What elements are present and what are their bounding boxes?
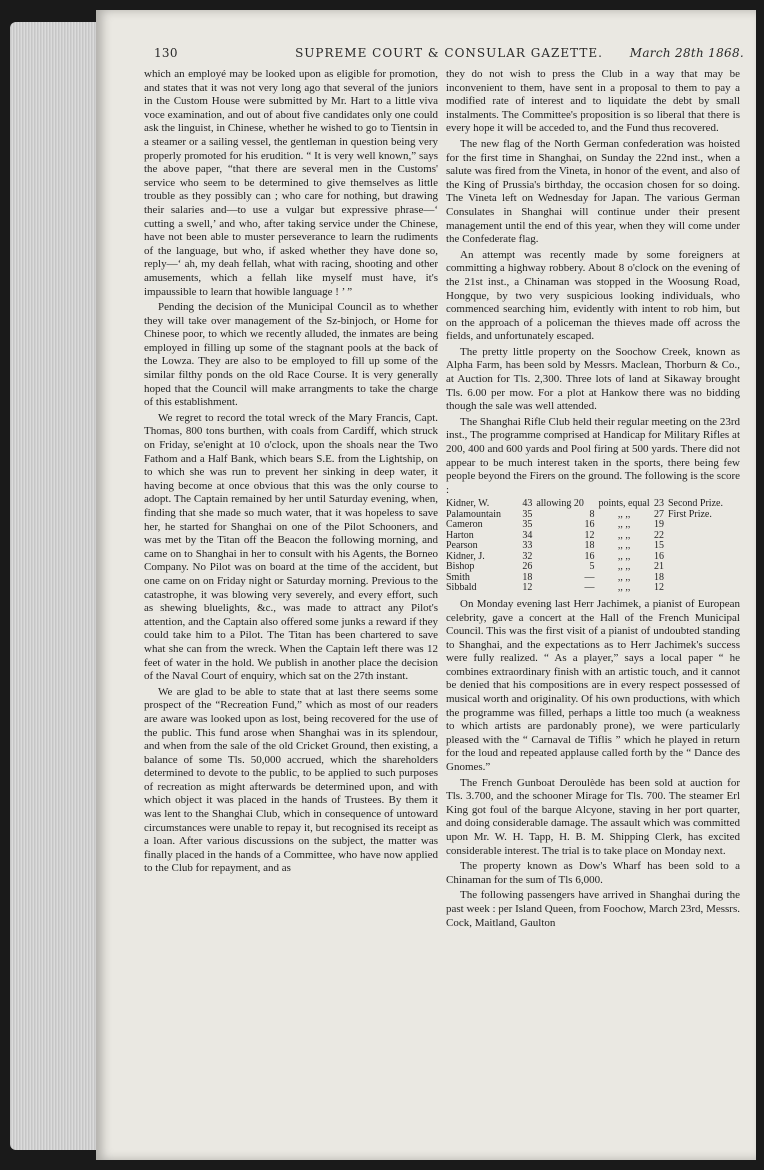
allowance: — — [584, 571, 595, 583]
total-score: 12 — [653, 582, 664, 594]
paragraph: The Shanghai Rifle Club held their regular meeting on the 23rd inst., The programme comprised at Handicap for Military Rifles at 200, 400 and 600 yards and Pool firing at 500 yards. There did not appear to be much interest taken in the sports, there being few people beyond the Firers on the ground. The following is the score : — [446, 415, 740, 496]
competitor-name: Harton — [446, 529, 474, 541]
total-score: 21 — [653, 561, 664, 573]
raw-score: 34 — [522, 529, 533, 541]
allowance: 12 — [584, 529, 595, 541]
paragraph: We are glad to be able to state that at last there seems some prospect of the “Recreation Fund,” which as most of our readers are aware was looked upon as lost, being recovered for the use of the public. This fund arose when Shanghai was in its splendour, and when from the sale of the old Cricket Ground, then existing, a balance of some Tls. 50,000 accrued, which the shareholders determined to devote to the public, to be applied to such purposes of recreation as might afterwards be determined upon, and with which object it was placed in the hands of Trustees. By them it was lent to the Shanghai Club, which in consequence of untoward circumstances were unable to repay it, but recognised its receipt as a loan. After various discussions on the subject, the matter was finally placed in the hands of a Committee, who have now applied to the Club for repayment, and as — [144, 685, 438, 875]
gazette-page — [96, 10, 756, 1160]
points-equal: ,, ,, — [617, 540, 631, 552]
paragraph: The property known as Dow's Wharf has been sold to a Chinaman for the sum of Tls 6,000. — [446, 860, 740, 886]
total-score: 27 — [653, 508, 664, 520]
book-page-edges — [10, 22, 98, 1150]
paragraph: The pretty little property on the Soochow Creek, known as Alpha Farm, has been sold by Messrs. Maclean, Thorburn & Co., at Auction for Tls. 2,300. Three lots of land at Sikaway brought Tls. 6.00 per mow. For a plot at Hankow there was no bidding though the sale was well attended. — [446, 345, 740, 413]
points-equal: ,, ,, — [617, 582, 631, 594]
right-column — [446, 68, 740, 1128]
total-score: 22 — [653, 529, 664, 541]
page-number: 130 — [154, 46, 178, 60]
publication-title: SUPREME COURT & CONSULAR GAZETTE. — [295, 46, 603, 60]
issue-date: March 28th 1868. — [629, 46, 744, 60]
prize — [668, 573, 740, 584]
competitor-name: Sibbald — [446, 582, 477, 594]
total-score: 19 — [653, 519, 664, 531]
prize — [668, 520, 740, 531]
competitor-name: Smith — [446, 571, 470, 583]
rifle-score-table — [446, 499, 740, 594]
competitor-name: Palamountain — [446, 508, 501, 520]
paragraph: We regret to record the total wreck of the Mary Francis, Capt. Thomas, 800 tons burthen, with coals from Cardiff, which struck on Friday, se'enight at 10 o'clock, upon the shoals near the Two Fathom and a Half Bank, which bears S.E. from the Lightship, on to which she was run to prevent her sinking in deep water, it having become at once obvious that this was the only course to adopt. The Captain remained by her until Saturday evening, when, finding that she made so much water, that it was hopeless to save her, he started for Shanghai on one of the Pilot Schooners, and was met by the Titan off the Beacon the following morning, and came on to Shanghai in her to consult with his Agents, the Borneo Company. No Pilot was on board at the time of the accident, but one came on on Friday night or Saturday morning. Previous to the catastrophe, it was blowing very severely, and every effort, such as shewing bluelights, &c., was made to attract any Pilot's attention, and the Captain also offered some junks a reward if they could take him to a Pilot. The Titan has been chartered to save what she can from the wreck. When the Captain left there was 12 feet of water in the hold. We publish in another place the decision of the Naval Court of enquiry, which sat on the 27th instant. — [144, 411, 438, 683]
prize — [668, 583, 740, 594]
paragraph: Pending the decision of the Municipal Council as to whether they will take over management of the Sz-binjoch, or Home for Chinese poor, to which we recently alluded, the inmates are being employed in filling up some of the stagnant pools at the back of the Lowza. They are also to be employed to fill up some of the similar filthy ponds on the old Race Course. It is very generally hoped that the Council will make arrangments to take the charge of this establishment. — [144, 301, 438, 409]
allowance: 16 — [584, 550, 595, 562]
allowance: allowing 20 — [536, 498, 584, 510]
paragraph: On Monday evening last Herr Jachimek, a pianist of European celebrity, gave a concert at the Hall of the French Municipal Council. This was the first visit of a pianist of undoubted standing to Shanghai, and the expectations as to Herr Jachimek's success were fully realized. “ As a player,” says a local paper “ he combines extraordinary finish with an artistic touch, and it cannot be denied that his compositions are in every respect possessed of musical worth and originality. Of his own productions, with which the programme was filled, perhaps a little too much (a weakness to which artists are pardonably prone), we were particularly pleased with the “ Carnaval de Tiflis ” which he played in return for the loud and repeated applause called forth by the “ Dance des Gnomes.” — [446, 597, 740, 774]
paragraph: they do not wish to press the Club in a way that may be inconvenient to them, have sent in a proposal to them to pay a modified rate of interest and to liquidate the debt by small instalments. The Committee's proposition is so liberal that there is every hope it will be acceded to, and the Fund thus recovered. — [446, 68, 740, 135]
allowance: 18 — [584, 540, 595, 552]
prize — [668, 562, 740, 573]
paragraph: The French Gunboat Deroulède has been sold at auction for Tls. 3.700, and the schooner Mirage for Tls. 700. The steamer Erl King got foul of the barque Alcyone, staving in her port quarter, and doing considerable damage. The assault which was committed upon Mr. W. H. Tapp, H. B. M. Shipping Clerk, has excited considerable interest. The trial is to take place on Monday next. — [446, 776, 740, 857]
allowance: — — [584, 582, 595, 594]
prize — [668, 531, 740, 542]
paragraph: The new flag of the North German confederation was hoisted for the first time in Shanghai, on Sunday the 22nd inst., when a salute was fired from the Vineta, in honor of the event, and also of the King of Prussia's birthday, the occasion chosen for so doing. The Vineta left on Wednesday for Japan. The various German Consulates in Shanghai will continue under their present management until the end of this year, when they will come under the Confederate flag. — [446, 137, 740, 246]
raw-score: 18 — [522, 571, 533, 583]
total-score: 16 — [653, 550, 664, 562]
score-row — [446, 583, 740, 594]
raw-score: 12 — [522, 582, 533, 594]
points-equal: ,, ,, — [617, 571, 631, 583]
paragraph: which an employé may be looked upon as eligible for promotion, and states that it was not very long ago that several of the juniors in the Custom House were submitted by Mr. Hart to a little viva voce examination, and out of about five candidates only one could ask the linguist, in Chinese, whether he wished to go to Tientsin in a steamer or a sailing vessel, the gentleman in question being very properly promoted for his erudition. “ It is very well known,” says the above paper, “that there are several men in the Customs' service who seem to be determined to give themselves as little trouble as they possibly can ; who care for nothing, but drawing their salaries and—to use a vulgar but expressive phrase—‘ cutting a swell,’ and who, after taking service under the Chinese, have not been able to muster perseverance to learn the rudiments of the language, but who, if asked whether they have done so, reply—‘ ah, my deah fellah, what with racing, shooting and other amusements, which a fellah like myself must have, it's impaussible to learn that howible language ! ’ ” — [144, 68, 438, 298]
competitor-name: Bishop — [446, 561, 475, 573]
points-equal: ,, ,, — [617, 561, 631, 573]
prize: Second Prize. — [667, 498, 723, 510]
points-equal: ,, ,, — [617, 519, 631, 531]
competitor-name: Kidner, W. — [446, 498, 490, 510]
prize — [668, 552, 740, 563]
points-equal: ,, ,, — [617, 508, 631, 520]
competitor-name: Kidner, J. — [446, 550, 485, 562]
raw-score: 35 — [522, 519, 533, 531]
page-header — [154, 46, 744, 66]
paragraph: An attempt was recently made by some foreigners at committing a highway robbery. About 8 o'clock on the evening of the 21st inst., a Chinaman was stopped in the Woosung Road, Hongque, by two very suspicious looking individuals, who commenced searching him, evidently with intent to rob him, but on the approach of a policeman the thieves made off across the fields, and unfortunately escaped. — [446, 248, 740, 343]
points-equal: ,, ,, — [617, 550, 631, 562]
points-equal: points, equal — [598, 498, 650, 510]
paragraph: The following passengers have arrived in Shanghai during the past week : per Island Queen, from Foochow, March 23rd, Messrs. Cock, Maitland, Gaulton — [446, 889, 740, 929]
total-score: 15 — [653, 540, 664, 552]
raw-score: 43 — [522, 498, 533, 510]
allowance: 16 — [584, 519, 595, 531]
total-score: 23 — [653, 498, 664, 510]
prize — [668, 541, 740, 552]
prize: First Prize. — [667, 508, 712, 520]
competitor-name: Cameron — [446, 519, 483, 531]
raw-score: 33 — [522, 540, 533, 552]
raw-score: 32 — [522, 550, 533, 562]
raw-score: 26 — [522, 561, 533, 573]
raw-score: 35 — [522, 508, 533, 520]
points-equal: ,, ,, — [617, 529, 631, 541]
allowance: 5 — [589, 561, 595, 573]
competitor-name: Pearson — [446, 540, 478, 552]
total-score: 18 — [653, 571, 664, 583]
left-column — [144, 68, 438, 1128]
allowance: 8 — [589, 508, 595, 520]
